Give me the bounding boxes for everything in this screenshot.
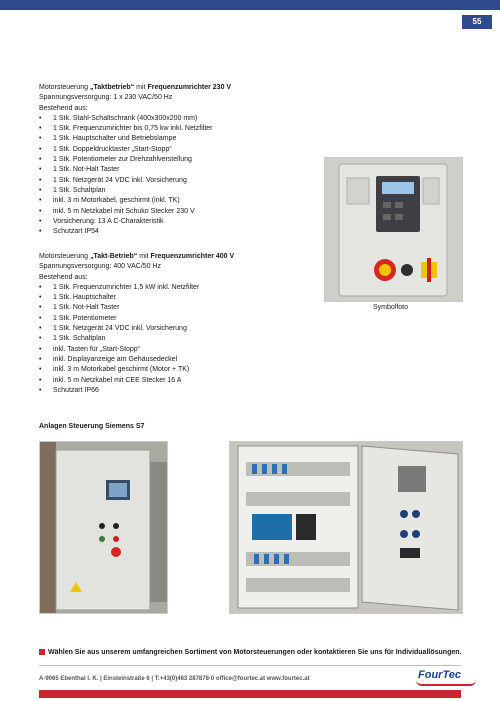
list-item: • 1 Stk. Frequenzumrichter bis 0,75 kw inkl. Netzfilter [39, 124, 319, 134]
list-item: • 1 Stk. Not-Halt Taster [39, 303, 319, 313]
supply-text: Spannungsversorgung: 400 VAC/50 Hz [39, 263, 162, 271]
section-title: Motorsteuerung „Takt-Betrieb“ mit Frequenzumrichter 400 V [39, 253, 235, 260]
list-item: • inkl. 3 m Motorkabel, geschirmt (inkl. TK) [39, 196, 319, 206]
list-item: • 1 Stk. Schaltplan [39, 334, 319, 344]
list-item: • 1 Stk. Hauptschalter [39, 293, 319, 303]
list-item: • 1 Stk. Potentiometer zur Drehzahlverstellung [39, 155, 319, 165]
page-number: 55 [462, 15, 492, 29]
consists-label: Bestehend aus: [39, 273, 88, 281]
fourtec-logo: FourTec [418, 669, 461, 681]
list-item: • inkl. 5 m Netzkabel mit CEE Stecker 16 A [39, 376, 319, 386]
list-item: • Schutzart IP54 [39, 227, 319, 237]
list-item: • 1 Stk. Netzgerät 24 VDC inkl. Vorsicherung [39, 324, 319, 334]
bottom-red-bar [39, 690, 461, 698]
footer-note: Wählen Sie aus unserem umfangreichen Sortiment von Motorsteuerungen oder kontaktieren Sie uns für Individuallösungen. [39, 649, 461, 656]
photo-caption: Symbolfoto [373, 304, 409, 311]
list-item: • inkl. Tasten für „Start-Stopp“ [39, 345, 319, 355]
consists-label: Bestehend aus: [39, 104, 88, 112]
list-item: • inkl. 3 m Motorkabel geschirmt (Motor + TK) [39, 365, 319, 375]
closed-cabinet-photo [39, 441, 168, 614]
item-list [39, 283, 319, 396]
footer-divider [39, 665, 461, 666]
section-400v [39, 252, 319, 396]
section-230v [39, 83, 319, 237]
list-item: • 1 Stk. Netzgerät 24 VDC inkl. Vorsicherung [39, 176, 319, 186]
list-item: • 1 Stk. Hauptschalter und Betriebslampe [39, 134, 319, 144]
list-item: • inkl. 5 m Netzkabel mit Schuko Stecker 230 V [39, 207, 319, 217]
list-item: • inkl. Displayanzeige am Gehäusedeckel [39, 355, 319, 365]
top-header-bar [0, 0, 500, 10]
list-item: • 1 Stk. Frequenzumrichter 1,5 kW inkl. Netzfilter [39, 283, 319, 293]
list-item: • 1 Stk. Doppeldrucktaster „Start-Stopp“ [39, 145, 319, 155]
supply-text: Spannungsversorgung: 1 x 230 VAC/50 Hz [39, 94, 173, 102]
company-address: A-9065 Ebenthal i. K. | Einsteinstraße 6 | T:+43(0)463 287878-0 office@fourtec.at www.fourtec.at [39, 676, 310, 682]
section-title: Motorsteuerung „Taktbetrieb“ mit Frequenzumrichter 230 V [39, 84, 232, 91]
list-item: • 1 Stk. Not-Halt Taster [39, 165, 319, 175]
siemens-section-title: Anlagen Steuerung Siemens S7 [39, 423, 145, 430]
item-list [39, 114, 319, 238]
list-item: • 1 Stk. Potentiometer [39, 314, 319, 324]
list-item: • 1 Stk. Stahl-Schaltschrank (400x300x200 mm) [39, 114, 319, 124]
red-square-icon [39, 649, 45, 655]
list-item: • 1 Stk. Schaltplan [39, 186, 319, 196]
list-item: • Schutzart IP66 [39, 386, 319, 396]
list-item: • Vorsicherung: 13 A C-Charakteristik [39, 217, 319, 227]
open-cabinet-photo [229, 441, 463, 614]
control-box-photo [324, 157, 463, 302]
